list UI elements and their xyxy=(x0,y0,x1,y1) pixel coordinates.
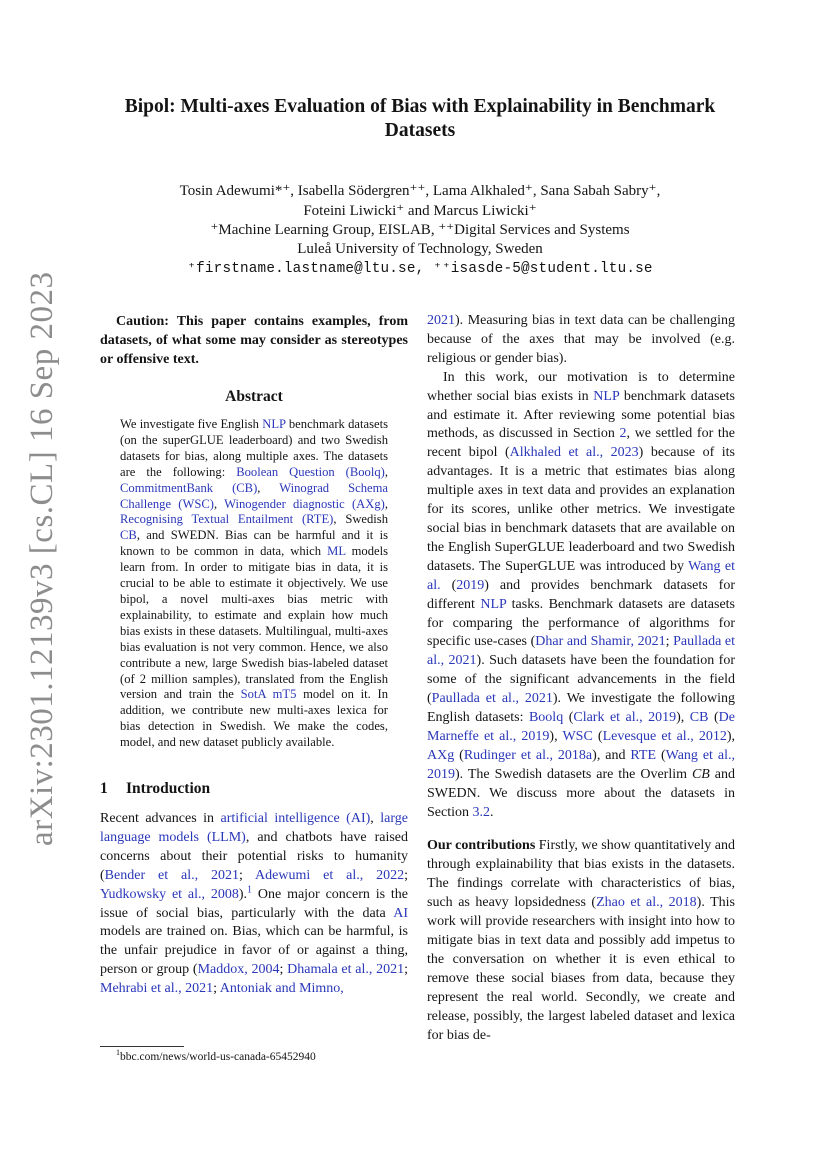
body-text: ). Such datasets have been the foundation for some of the significant advancements in the field ( xyxy=(427,653,735,707)
body-text: , xyxy=(370,811,381,827)
body-text: ), xyxy=(726,728,735,744)
abstract-text: , xyxy=(257,480,280,495)
body-text: ). This work will provide researchers with insight into how to mitigate bias in text data and possibly add impetus to the conversation on whether it is even ethical to remove these social biases from data, because they represent the real world. Secondly, we create and release, possibly, the largest labeled dataset and lexica for bias de- xyxy=(427,895,735,1043)
citation-link[interactable]: Alkhaled et al., 2023 xyxy=(509,445,639,461)
paper-title: Bipol: Multi-axes Evaluation of Bias with Explainability in Benchmark Datasets xyxy=(124,96,716,141)
section-ref-link[interactable]: 2 xyxy=(619,426,627,442)
body-text: ). Measuring bias in text data can be challenging because of the axes that may be involved (e.g. religious or gender bias). xyxy=(427,313,735,366)
right-column xyxy=(427,312,735,1045)
body-text: ) and provides benchmark datasets for different xyxy=(427,577,735,612)
intro-paragraph xyxy=(100,810,408,999)
citation-link[interactable]: Mehrabi et al., 2021 xyxy=(100,981,214,997)
acronym-link-cb[interactable]: CB xyxy=(120,528,137,543)
citation-link[interactable]: Wang et al., 2019 xyxy=(427,747,735,782)
citation-link[interactable]: Yudkowsky et al., 2008 xyxy=(100,886,239,902)
citation-link[interactable]: Bender et al., 2021 xyxy=(104,867,239,883)
acronym-link-llm[interactable]: large language models (LLM) xyxy=(100,811,408,845)
citation-link[interactable]: Wang et al. xyxy=(427,558,735,593)
body-text: ( xyxy=(454,747,464,763)
body-text: ; xyxy=(279,962,288,978)
citation-link[interactable]: Dhar and Shamir, 2021 xyxy=(535,634,666,650)
body-text: ; xyxy=(213,981,220,997)
body-text: ( xyxy=(440,577,457,593)
abstract-text: benchmark datasets (on the superGLUE leaderboard) and two Swedish datasets for bias, along multiple axes. The datasets are the following: xyxy=(120,417,388,479)
abstract-text: model on it. In addition, we contribute new multi-axes lexica for bias detection in Swedish. We make the codes, model, and new dataset publicly available. xyxy=(120,687,388,750)
intro-paragraph-continued xyxy=(427,312,735,369)
body-text: ), xyxy=(549,728,563,744)
citation-link[interactable]: De Marneffe et al., 2019 xyxy=(427,710,735,744)
body-text: One major concern is the issue of social bias, particularly with the data xyxy=(100,886,408,921)
dataset-link-rte[interactable]: Recognising Textual Entailment (RTE) xyxy=(120,512,334,527)
dataset-link-axg[interactable]: AXg xyxy=(427,747,455,763)
body-text: ), xyxy=(676,710,690,726)
contributions-paragraph xyxy=(427,837,735,1045)
acronym-link-nlp[interactable]: NLP xyxy=(262,417,286,431)
body-text: , and chatbots have raised concerns about their potential risks to humanity ( xyxy=(100,829,408,883)
left-column xyxy=(100,312,408,999)
acronym-link-nlp[interactable]: NLP xyxy=(593,388,620,404)
citation-link[interactable]: Paullada et al., 2021 xyxy=(427,634,735,669)
abstract-text: , xyxy=(384,464,388,479)
acronym-link-sota[interactable]: SotA xyxy=(240,687,266,702)
dataset-link-wsc[interactable]: Winograd Schema Challenge (WSC) xyxy=(120,480,389,511)
abstract-body xyxy=(120,417,388,751)
body-text: , we settled for the recent bipol ( xyxy=(427,426,735,461)
acronym-link-nlp[interactable]: NLP xyxy=(480,596,507,612)
citation-link[interactable]: Clark et al., 2019 xyxy=(573,710,677,726)
body-text: ) because of its advantages. It is a metric that estimates bias along multiple axes in text data and provides an explanation for its scores, unlike other metrics. We investigate social bias in benchmark datasets that are available on the English SuperGLUE leaderboard and two Swedish datasets. The SuperGLUE was introduced by xyxy=(427,445,735,574)
acronym-link-ml[interactable]: ML xyxy=(327,544,346,559)
dataset-link-wsc[interactable]: WSC xyxy=(562,728,593,744)
body-text: Recent advances in xyxy=(100,811,221,827)
acronym-link-ai[interactable]: artificial intelligence (AI) xyxy=(220,811,371,827)
dataset-link-rte[interactable]: RTE xyxy=(630,747,657,763)
body-text: ). We investigate the following English datasets: xyxy=(427,691,735,726)
footnote-marker[interactable]: 1 xyxy=(247,884,253,895)
citation-link[interactable]: Antoniak and Mimno, xyxy=(219,981,344,997)
body-text: ; xyxy=(239,867,256,883)
motivation-paragraph xyxy=(427,369,735,823)
affiliation-groups: ⁺Machine Learning Group, EISLAB, ⁺⁺Digital Services and Systems xyxy=(210,222,630,238)
body-text: and SWEDN. We discuss more about the datasets in Section xyxy=(427,766,735,820)
paragraph-heading: Our contributions xyxy=(427,838,536,854)
citation-link[interactable]: 2019 xyxy=(456,577,485,593)
caution-note: Caution: This paper contains examples, from datasets, of what some may consider as stereotypes or offensive text. xyxy=(100,314,408,367)
body-text: In this work, our motivation is to determine whether social bias exists in xyxy=(427,369,735,404)
dataset-link-cb[interactable]: CommitmentBank (CB) xyxy=(120,480,258,495)
body-text: models are trained on. Bias, which can be harmful, is the unfair prejudice in favor of or against a thing, person or group ( xyxy=(100,924,408,978)
section-ref-link[interactable]: 3.2 xyxy=(472,804,490,820)
body-text: tasks. Benchmark datasets are datasets for comparing the performance of algorithms for specific use-cases ( xyxy=(427,596,735,650)
author-emails: ⁺firstname.lastname@ltu.se, ⁺⁺isasde-5@student.ltu.se xyxy=(187,261,653,277)
section-title: Introduction xyxy=(126,780,211,798)
affiliation-university: Luleå University of Technology, Sweden xyxy=(297,241,543,257)
body-text: benchmark datasets and estimate it. After reviewing some potential bias methods, as discussed in Section xyxy=(427,388,736,442)
body-text: ). The Swedish datasets are the Overlim xyxy=(455,766,692,782)
author-list-cont: Foteini Liwicki⁺ and Marcus Liwicki⁺ xyxy=(303,203,537,219)
body-text: ; xyxy=(404,867,409,883)
body-text: ( xyxy=(592,728,603,744)
abstract-text: We investigate five English xyxy=(120,417,263,431)
body-text: ( xyxy=(563,710,574,726)
acronym-link-ai[interactable]: AI xyxy=(393,905,408,921)
author-list: Tosin Adewumi*⁺, Isabella Södergren⁺⁺, Lama Alkhaled⁺, Sana Sabah Sabry⁺, xyxy=(179,183,661,199)
citation-link[interactable]: Maddox, 2004 xyxy=(197,962,280,978)
acronym-link-mt5[interactable]: mT5 xyxy=(272,687,297,702)
dataset-link-cb[interactable]: CB xyxy=(689,710,709,726)
abstract-text: , xyxy=(213,496,225,511)
citation-link[interactable]: 2021 xyxy=(427,313,455,328)
dataset-link-boolq[interactable]: Boolean Question (Boolq) xyxy=(236,464,385,479)
footnote-text: bbc.com/news/world-us-canada-65452940 xyxy=(120,1051,316,1063)
abstract-text: , and SWEDN. Bias can be harmful and it is known to be common in data, which xyxy=(120,528,388,559)
dataset-name-cb: CB xyxy=(691,766,710,782)
abstract-text: , Swedish xyxy=(333,512,388,527)
body-text: ( xyxy=(708,710,719,726)
abstract-text: , xyxy=(384,496,388,511)
dataset-link-boolq[interactable]: Boolq xyxy=(528,710,564,726)
abstract-text xyxy=(266,687,273,701)
citation-link[interactable]: Dhamala et al., 2021 xyxy=(287,962,405,978)
body-text: ). xyxy=(238,886,248,902)
body-text: ; xyxy=(404,962,408,978)
footnote-number: 1 xyxy=(116,1048,120,1058)
section-number: 1 xyxy=(100,780,108,798)
body-text: Firstly, we show quantitatively and through explainability that bias exists in the datasets. The findings correlate with characteristics of bias, such as heavy lopsidedness ( xyxy=(427,838,735,911)
dataset-link-axg[interactable]: Winogender diagnostic (AXg) xyxy=(224,496,385,511)
citation-link[interactable]: Zhao et al., 2018 xyxy=(596,895,697,911)
abstract-text: models learn from. In order to mitigate bias in data, it is crucial to be able to estimate it objectively. We use bipol, a novel multi-axes bias metric with explainability, to estimate and explain how much bias exists in these datasets. Multilingual, multi-axes bias evaluation is not very common. Hence, we also contribute a new, large Swedish bias-labeled dataset (of 2 million samples), translated from the English version and train the xyxy=(120,544,388,702)
footnote-divider xyxy=(100,1046,184,1047)
citation-link[interactable]: Paullada et al., 2021 xyxy=(431,691,553,707)
arxiv-stamp: arXiv:2301.12139v3 [cs.CL] 16 Sep 2023 xyxy=(24,271,60,846)
abstract-heading: Abstract xyxy=(225,388,283,405)
body-text: . xyxy=(490,804,494,820)
section-heading-introduction xyxy=(100,779,408,799)
body-text: ), and xyxy=(592,747,631,763)
citation-link[interactable]: Rudinger et al., 2018a xyxy=(463,747,593,763)
body-text: ( xyxy=(656,747,666,763)
citation-link[interactable]: Levesque et al., 2012 xyxy=(602,728,727,744)
body-text: ; xyxy=(665,634,674,650)
footnote xyxy=(116,1050,316,1064)
citation-link[interactable]: Adewumi et al., 2022 xyxy=(255,867,405,883)
